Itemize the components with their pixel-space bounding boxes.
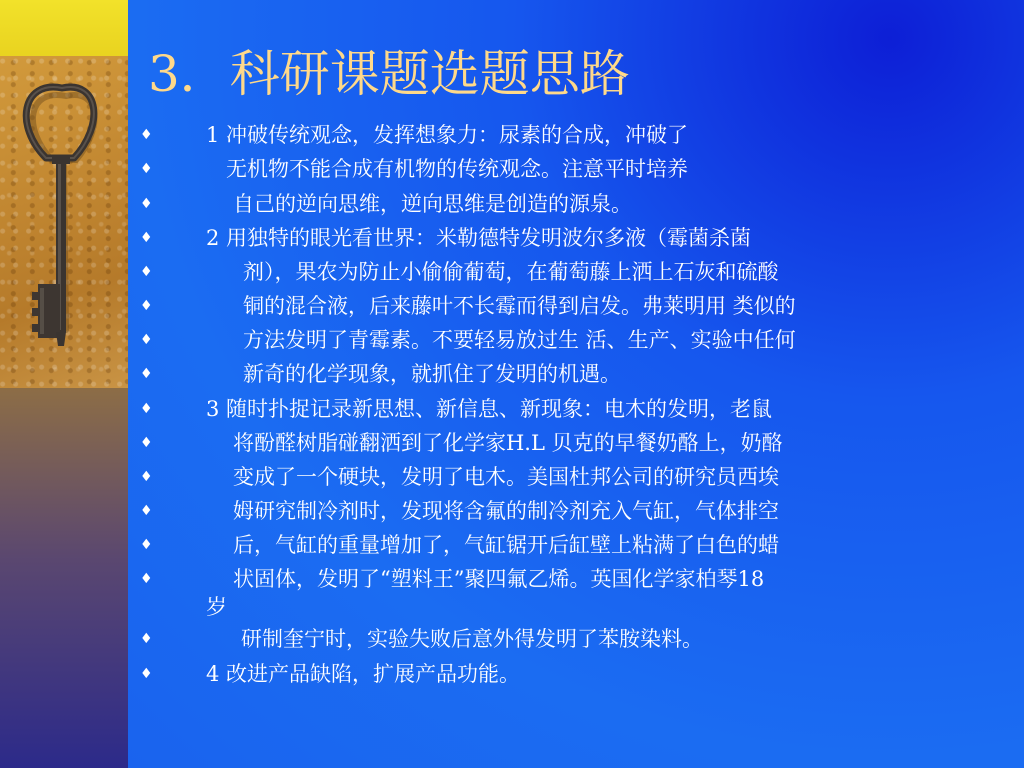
- bullet-diamond-icon: ♦: [140, 366, 153, 382]
- bullet-diamond-icon: ♦: [140, 571, 153, 587]
- list-item-text: 将酚醛树脂碰翻洒到了化学家H.L 贝克的早餐奶酪上，奶酪: [233, 431, 783, 455]
- list-item-text: 新奇的化学现象，就抓住了发明的机遇。: [243, 362, 621, 386]
- list-item-text: 变成了一个硬块，发明了电木。美国杜邦公司的研究员西埃: [233, 465, 779, 489]
- antique-key-icon: [0, 56, 128, 388]
- bullet-diamond-icon: ♦: [140, 401, 153, 417]
- list-item-text: 研制奎宁时，实验失败后意外得发明了苯胺染料。: [241, 627, 703, 651]
- list-item-text: 铜的混合液，后来藤叶不长霉而得到启发。弗莱明用 类似的: [243, 294, 796, 318]
- bullet-diamond-icon: ♦: [140, 469, 153, 485]
- bullet-diamond-icon: ♦: [140, 631, 153, 647]
- bullet-diamond-icon: ♦: [140, 127, 153, 143]
- bullet-diamond-icon: ♦: [140, 503, 153, 519]
- bullet-diamond-icon: ♦: [140, 435, 153, 451]
- bullet-diamond-icon: ♦: [140, 666, 153, 682]
- bullet-diamond-icon: ♦: [140, 161, 153, 177]
- bullet-diamond-icon: ♦: [140, 196, 153, 212]
- slide-title: 3．科研课题选题思路: [148, 45, 630, 103]
- bullet-diamond-icon: ♦: [140, 298, 153, 314]
- list-item-text: 自己的逆向思维，逆向思维是创造的源泉。: [233, 192, 632, 216]
- bullet-diamond-icon: ♦: [140, 264, 153, 280]
- bullet-diamond-icon: ♦: [140, 537, 153, 553]
- bullet-diamond-icon: ♦: [140, 332, 153, 348]
- list-item-text: 无机物不能合成有机物的传统观念。注意平时培养: [226, 157, 688, 181]
- list-item-text: 1 冲破传统观念，发挥想象力：尿素的合成，冲破了: [206, 123, 689, 147]
- list-item-text: 剂），果农为防止小偷偷葡萄，在葡萄藤上洒上石灰和硫酸: [243, 260, 779, 284]
- list-item-text: 姆研究制冷剂时，发现将含氟的制冷剂充入气缸，气体排空: [233, 499, 779, 523]
- list-item-text: 状固体，发明了“塑料王”聚四氟乙烯。英国化学家柏琴18: [233, 567, 765, 591]
- list-item-text: 岁: [206, 595, 227, 619]
- key-photo: [0, 56, 128, 388]
- list-item-text: 4 改进产品缺陷，扩展产品功能。: [206, 662, 521, 686]
- list-item-text: 3 随时扑捉记录新思想、新信息、新现象：电木的发明，老鼠: [206, 397, 773, 421]
- list-item-text: 2 用独特的眼光看世界：米勒德特发明波尔多液（霉菌杀菌: [206, 226, 752, 250]
- list-item-text: 方法发明了青霉素。不要轻易放过生 活、生产、实验中任何: [243, 328, 796, 352]
- list-item-text: 后，气缸的重量增加了，气缸锯开后缸壁上粘满了白色的蜡: [233, 533, 779, 557]
- bullet-diamond-icon: ♦: [140, 230, 153, 246]
